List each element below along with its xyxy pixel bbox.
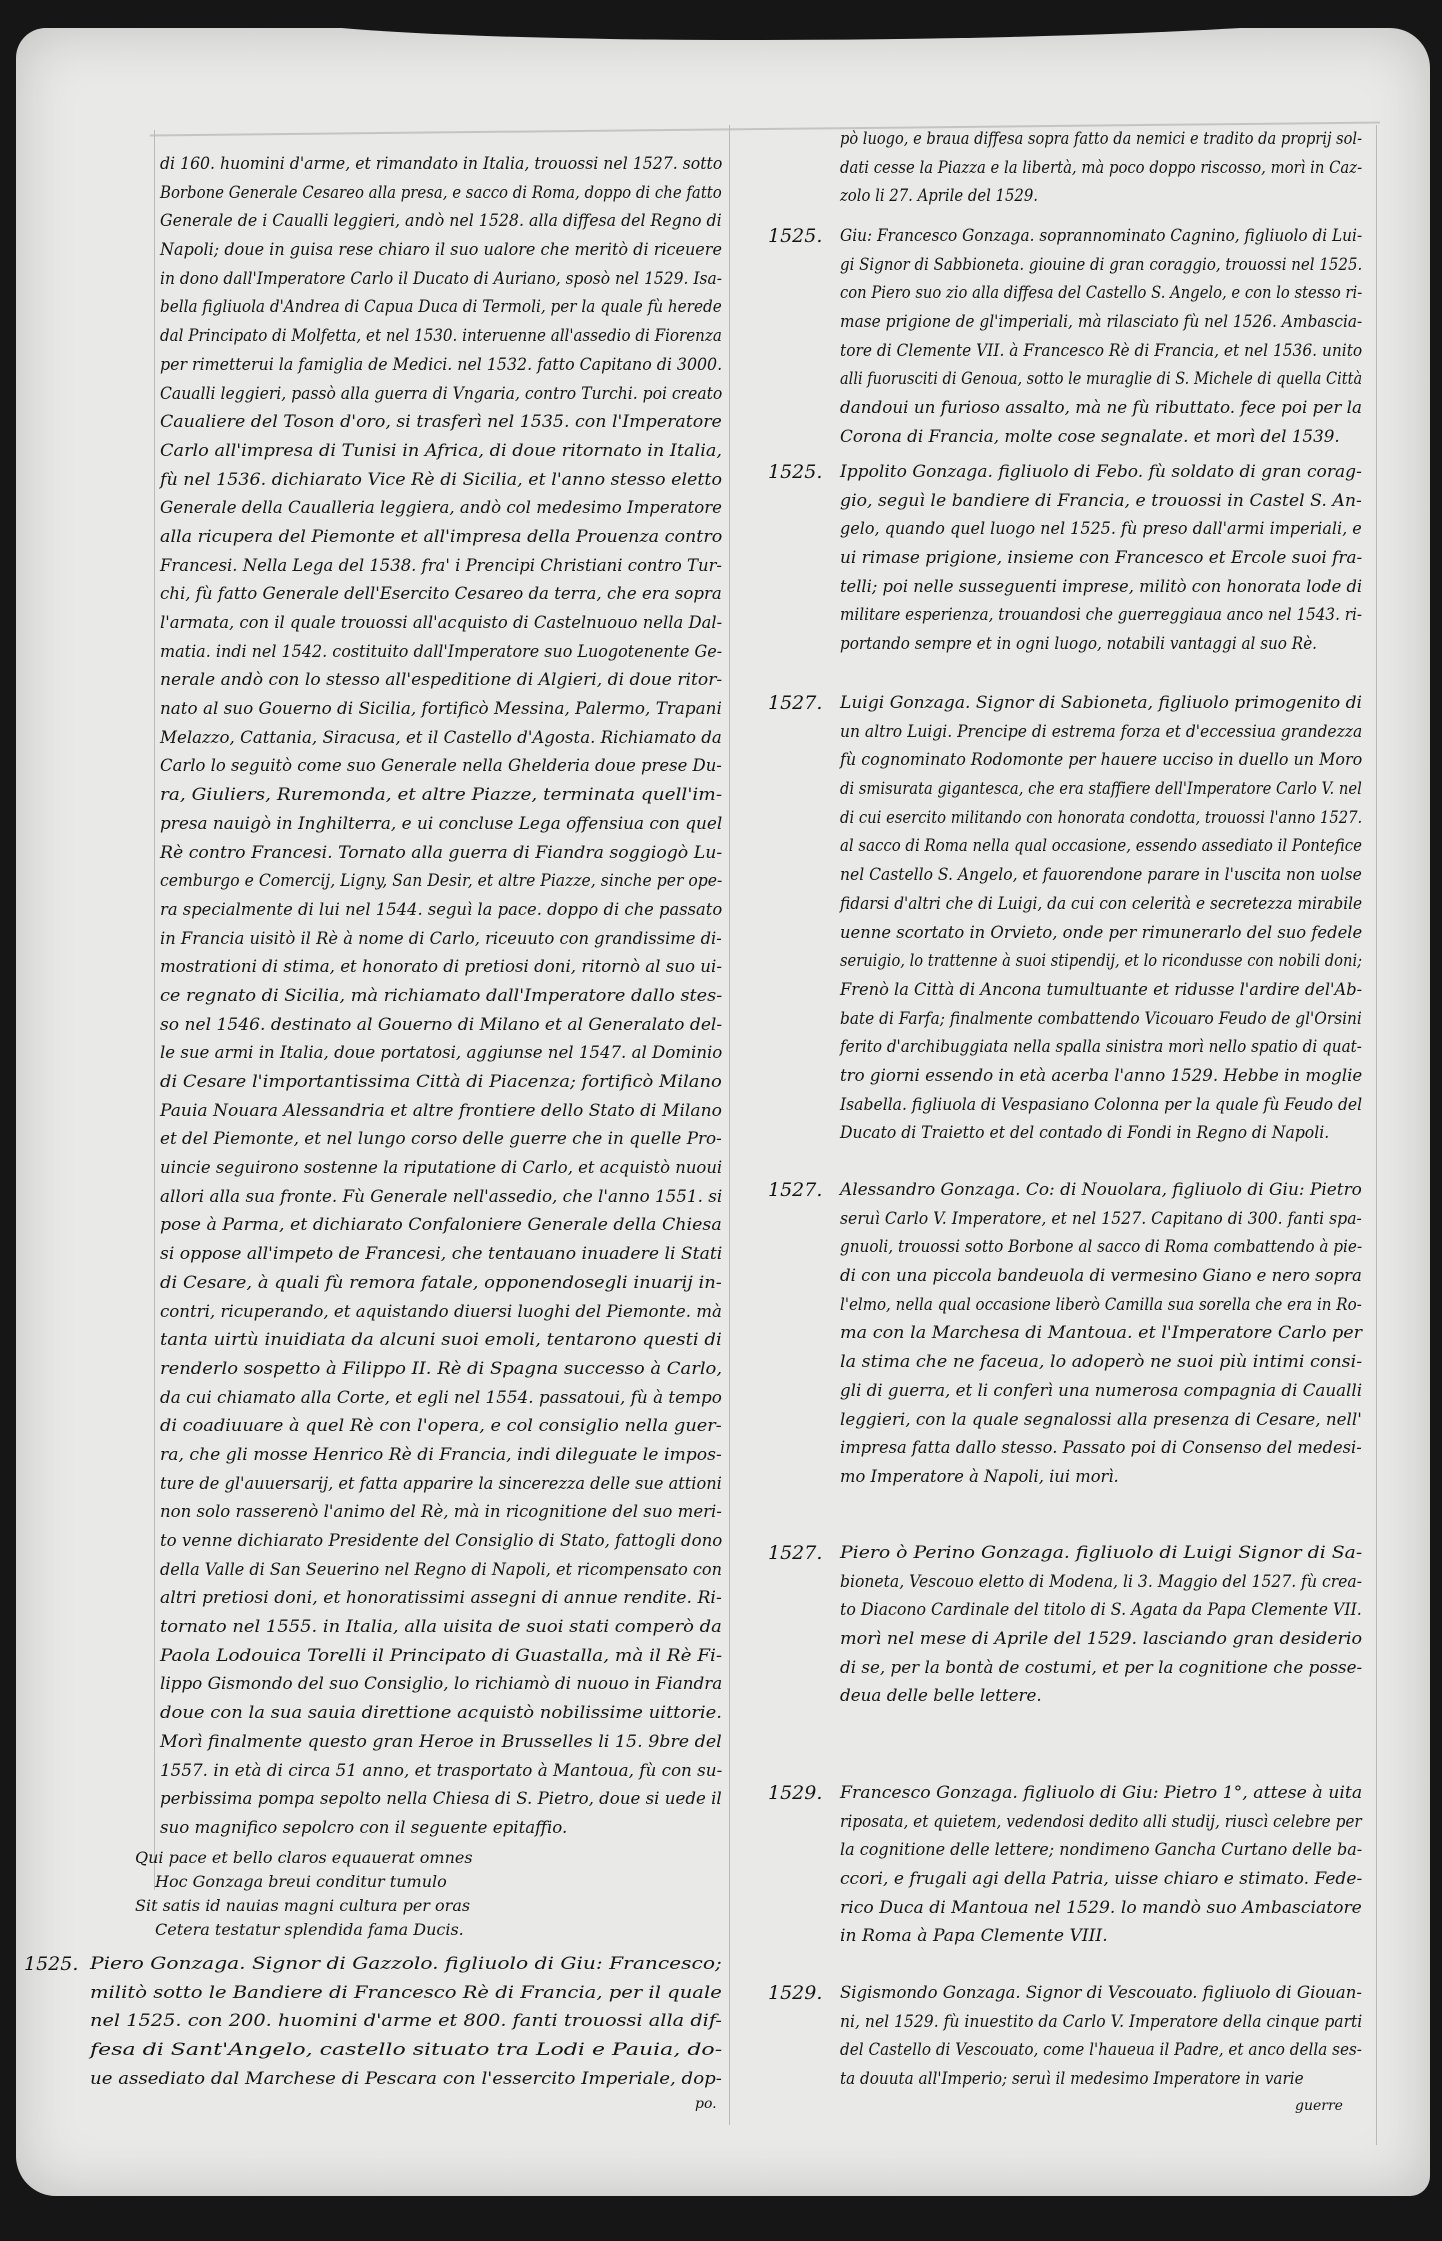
text-line: mostrationi di stima, et honorato di pretiosi doni, ritornò al suo ui- [160,957,722,978]
text-line: Hoc Gonzaga breui conditur tumulo [155,1872,447,1891]
text-line: nel Castello S. Angelo, et fauorendone parare in l'uscita non uolse [840,865,1362,886]
text-line: Sit satis id nauias magni cultura per oras [135,1896,471,1915]
text-line: gio, seguì le bandiere di Francia, e trouossi in Castel S. An- [840,490,1362,511]
text-line: seruigio, lo trattenne à suoi stipendij, et lo ricondusse con nobili doni; [840,951,1363,972]
text-line: fù cognominato Rodomonte per hauere ucciso in duello un Moro [840,750,1363,771]
text-line: gli di guerra, et li conferì una numerosa compagnia di Caualli [840,1380,1363,1401]
entry-year: 1525. [768,461,823,483]
entry-francesco [840,1779,1362,1951]
text-line: bella figliuola d'Andrea di Capua Duca di Termoli, per la quale fù herede [160,297,722,318]
text-line: gi Signor di Sabbioneta. giouine di gran coraggio, trouossi nel 1525. [840,254,1363,275]
text-line: in Francia uisitò il Rè à nome di Carlo, riceuuto con grandissime di- [160,928,722,949]
text-line: la cognitione delle lettere; nondimeno Gancha Curtano delle ba- [840,1840,1363,1861]
text-line: l'elmo, nella qual occasione liberò Camilla sua sorella che era in Ro- [840,1294,1362,1315]
text-line: Paola Lodouica Torelli il Principato di Guastalla, mà il Rè Fi- [160,1645,723,1666]
text-line: dandoui un furioso assalto, mà ne fù ributtato. fece poi per la [840,398,1363,419]
text-line: fesa di Sant'Angelo, castello situato tra Lodi e Pauia, do- [90,2040,723,2061]
text-line: fidarsi d'altri che di Luigi, da cui con celerità e secretezza mirabile [840,893,1363,914]
text-line: le sue armi in Italia, doue portatosi, aggiunse nel 1547. al Dominio [160,1043,723,1064]
text-line: Ducato di Traietto et del contado di Fondi in Regno di Napoli. [840,1123,1330,1144]
text-line: to Diacono Cardinale del titolo di S. Agata da Papa Clemente VII. [840,1600,1362,1621]
text-line: nato al suo Gouerno di Sicilia, fortificò Messina, Palermo, Trapani [160,699,722,720]
text-line: doue con la sua sauia direttione acquistò nobilissime uittorie. [160,1703,722,1724]
text-line: perbissima pompa sepolto nella Chiesa di S. Pietro, doue si uede il [160,1789,722,1810]
text-line: uincie seguirono sostenne la riputatione di Carlo, et acquistò nuoui [160,1158,723,1179]
text-line: della Valle di San Seuerino nel Regno di Napoli, et ricompensato con [160,1559,722,1580]
text-line: bioneta, Vescouo eletto di Modena, li 3. Maggio del 1527. fù crea- [840,1571,1362,1592]
text-line: altri pretiosi doni, et honoratissimi assegni di annue rendite. Ri- [160,1588,722,1609]
catchword: po. [695,2096,717,2112]
epitaph [135,1846,555,1942]
text-line: non solo rasserenò l'animo del Rè, mà in ricognitione del suo meri- [160,1502,722,1523]
text-line: morì nel mese di Aprile del 1529. lasciando gran desiderio [840,1629,1363,1650]
catchword: guerre [1295,2097,1343,2114]
text-line: tornato nel 1555. in Italia, alla uisita de suoi stati comperò da [160,1617,722,1638]
text-line: riposata, et quietem, vedendosi dedito alli studij, riuscì celebre per [840,1811,1362,1832]
entry-year: 1525. [24,1953,79,1975]
text-line: in dono dall'Imperatore Carlo il Ducato di Auriano, sposò nel 1529. Isa- [160,268,722,289]
text-line: Morì finalmente questo gran Heroe in Brusselles li 15. 9bre del [160,1731,722,1752]
text-line: tro giorni essendo in età acerba l'anno 1529. Hebbe in moglie [840,1065,1363,1086]
text-line: l'armata, con il quale trouossi all'acquisto di Castelnuouo nella Dal- [160,613,723,633]
entry-year: 1525. [768,225,823,247]
text-line: la stima che ne faceua, lo adoperò ne suoi più intimi consi- [840,1352,1363,1373]
text-line: ma con la Marchesa di Mantoua. et l'Imperatore Carlo per [840,1323,1363,1344]
entry-piero-perino [840,1539,1362,1711]
text-line: uenne scortato in Orvieto, onde per rimunerarlo del suo fedele [840,922,1363,943]
text-line: Giu: Francesco Gonzaga. soprannominato Cagnino, figliuolo di Lui- [840,226,1363,246]
text-line: cemburgo e Comercij, Ligny, San Desir, et altre Piazze, sinche per ope- [160,871,723,892]
text-line: di cui esercito militando con honorata condotta, trouossi l'anno 1527. [840,807,1363,828]
entry-year: 1529. [768,1782,823,1804]
text-line: ui rimase prigione, insieme con Francesco et Ercole suoi fra- [840,548,1363,569]
text-line: tanta uirtù inuidiata da alcuni suoi emoli, tentarono questi di [160,1330,722,1351]
entry-piero-gonzaga-gazzolo [90,1950,722,2093]
text-line: to venne dichiarato Presidente del Consiglio di Stato, fattogli dono [160,1531,723,1551]
text-line: renderlo sospetto à Filippo II. Rè di Spagna successo à Carlo, [160,1358,723,1379]
text-line: da cui chiamato alla Corte, et egli nel 1554. passatoui, fù à tempo [160,1387,722,1408]
entry-year: 1527. [768,692,823,714]
text-line: tore di Clemente VII. à Francesco Rè di Francia, et nel 1536. unito [840,340,1363,361]
text-line: Ippolito Gonzaga. figliuolo di Febo. fù soldato di gran corag- [840,462,1362,482]
text-line: di Cesare, à quali fù remora fatale, opponendosegli inuarij in- [160,1272,722,1293]
text-line: alli fuorusciti di Genoua, sotto le muraglie di S. Michele di quella Città [840,369,1363,390]
text-line: gnuoli, trouossi sotto Borbone al sacco di Roma combattendo à pie- [840,1237,1363,1258]
text-line: Caualiere del Toson d'oro, si trasferì nel 1535. con l'Imperatore [160,412,722,433]
entry-year: 1527. [768,1179,823,1201]
text-line: di smisurata gigantesca, che era staffiere dell'Imperatore Carlo V. nel [840,779,1362,800]
text-line: Alessandro Gonzaga. Co: di Nouolara, figliuolo di Giu: Pietro [840,1180,1362,1200]
text-line: ni, nel 1529. fù inuestito da Carlo V. Imperatore della cinque parti [840,2011,1363,2032]
text-line: Qui pace et bello claros equauerat omnes [135,1848,473,1867]
text-line: suo magnifico sepolcro con il seguente epitaffio. [160,1817,568,1838]
text-line: bate di Farfa; finalmente combattendo Vicouaro Feudo de gl'Orsini [840,1008,1362,1029]
text-line: matia. indi nel 1542. costituito dall'Imperatore suo Luogotenente Ge- [160,641,723,662]
text-line: leggieri, con la quale segnalossi alla presenza di Cesare, nell' [840,1409,1362,1430]
text-line: Corona di Francia, molte cose segnalate. et morì del 1539. [840,426,1340,447]
text-line: Caualli leggieri, passò alla guerra di Vngaria, contro Turchi. poi creato [160,383,723,404]
text-line: ra specialmente di lui nel 1544. seguì la pace. doppo di che passato [160,899,723,920]
text-line: fù nel 1536. dichiarato Vice Rè di Sicilia, et l'anno stesso eletto [160,469,722,490]
text-line: Francesi. Nella Lega del 1538. fra' i Prencipi Christiani contro Tur- [160,555,722,576]
text-line: di se, per la bontà de costumi, et per la cognitione che posse- [840,1657,1363,1678]
text-line: et del Piemonte, et nel lungo corso delle guerre che in quelle Pro- [160,1129,722,1150]
text-line: ce regnato di Sicilia, mà richiamato dall'Imperatore dallo stes- [160,985,723,1006]
text-line: nel 1525. con 200. huomini d'arme et 800. fanti trouossi alla dif- [90,2011,722,2032]
text-line: pose à Parma, et dichiarato Confaloniere Generale della Chiesa [160,1215,722,1236]
text-line: ccori, e frugali agi della Patria, uisse chiaro e stimato. Fede- [840,1869,1363,1890]
entry-luigi [840,689,1362,1148]
entry-sigismondo [840,1979,1362,2094]
entry-ippolito [840,458,1362,659]
right-continuation [840,125,1362,211]
text-line: Frenò la Città di Ancona tumultuante et ridusse l'ardire del'Ab- [840,979,1363,1000]
text-line: seruì Carlo V. Imperatore, et nel 1527. Capitano di 300. fanti spa- [840,1208,1362,1229]
entry-year: 1527. [768,1542,823,1564]
text-line: dati cesse la Piazza e la libertà, mà poco doppo riscosso, morì in Caz- [840,157,1363,178]
text-line: Piero Gonzaga. Signor di Gazzolo. figliuolo di Giu: Francesco; [90,1954,722,1974]
text-line: alla ricupera del Piemonte et all'impresa della Prouenza contro [160,526,723,547]
text-line: Generale de i Caualli leggieri, andò nel 1528. alla diffesa del Regno di [160,211,722,232]
text-line: deua delle belle lettere. [840,1686,1042,1707]
text-line: Cetera testatur splendida fama Ducis. [155,1920,464,1939]
text-line: in Roma à Papa Clemente VIII. [840,1926,1108,1947]
text-line: di con una piccola bandeuola di vermesino Giano e nero sopra [840,1266,1362,1287]
text-line: lippo Gismondo del suo Consiglio, lo richiamò di nuouo in Fiandra [160,1674,723,1695]
text-line: Generale della Caualleria leggiera, andò col medesimo Imperatore [160,498,722,519]
text-line: Napoli; doue in guisa rese chiaro il suo ualore che meritò di riceuere [160,240,722,261]
entry-alessandro [840,1176,1362,1492]
text-line: 1557. in età di circa 51 anno, et trasportato à Mantoua, fù con su- [160,1760,723,1781]
text-line: con Piero suo zio alla diffesa del Castello S. Angelo, e con lo stesso ri- [840,283,1363,304]
text-line: Luigi Gonzaga. Signor di Sabioneta, figliuolo primogenito di [840,693,1362,713]
text-line: ue assediato dal Marchese di Pescara con l'essercito Imperiale, dop- [90,2068,722,2089]
text-line: militare esperienza, trouandosi che guerreggiaua anco nel 1543. ri- [840,605,1363,626]
text-line: gelo, quando quel luogo nel 1525. fù preso dall'armi imperiali, e [840,519,1362,540]
left-main-paragraph [160,150,722,1843]
right-margin-rule [1376,125,1377,2145]
text-line: di 160. huomini d'arme, et rimandato in Italia, trouossi nel 1527. sotto [160,154,723,174]
text-line: ra, che gli mosse Henrico Rè di Francia, indi dileguate le impos- [160,1444,722,1465]
text-line: impresa fatta dallo stesso. Passato poi di Consenso del medesi- [840,1438,1362,1459]
text-line: Melazzo, Cattania, Siracusa, et il Castello d'Agosta. Richiamato da [160,727,722,748]
text-line: mo Imperatore à Napoli, iui morì. [840,1466,1119,1487]
text-line: un altro Luigi. Prencipe di estrema forza et d'eccessiua grandezza [840,721,1363,742]
text-line: al sacco di Roma nella qual occasione, essendo assediato il Pontefice [840,836,1362,857]
text-line: Isabella. figliuola di Vespasiano Colonna per la quale fù Feudo del [840,1094,1363,1115]
text-line: Piero ò Perino Gonzaga. figliuolo di Luigi Signor di Sa- [840,1543,1363,1563]
text-line: ferito d'archibuggiata nella spalla sinistra morì nello spatio di quat- [840,1037,1362,1058]
text-line: so nel 1546. destinato al Gouerno di Milano et al Generalato del- [160,1014,723,1035]
entry-giu-francesco [840,222,1362,452]
text-line: Francesco Gonzaga. figliuolo di Giu: Pietro 1°, attese à uita [840,1783,1363,1803]
text-line: Sigismondo Gonzaga. Signor di Vescouato. figliuolo di Giouan- [840,1983,1362,2003]
entry-year: 1529. [768,1982,823,2004]
text-line: per rimetterui la famiglia de Medici. nel 1532. fatto Capitano di 3000. [160,354,723,375]
text-line: militò sotto le Bandiere di Francesco Rè di Francia, per il quale [90,1982,722,2003]
text-line: presa nauigò in Inghilterra, e ui concluse Lega offensiua con quel [160,813,723,834]
text-line: contri, ricuperando, et aquistando diuersi luoghi del Piemonte. mà [160,1301,722,1322]
text-line: nerale andò con lo stesso all'espeditione di Algieri, di doue ritor- [160,670,723,691]
text-line: del Castello di Vescouato, come l'haueua il Padre, et anco della ses- [840,2040,1362,2061]
text-line: pò luogo, e braua diffesa sopra fatto da nemici e tradito da proprij sol- [840,129,1363,149]
text-line: rico Duca di Mantoua nel 1529. lo mandò suo Ambasciatore [840,1897,1362,1918]
left-margin-rule [154,130,155,1890]
text-line: di coadiuuare à quel Rè con l'opera, e col consiglio nella guer- [160,1416,722,1437]
text-line: dal Principato di Molfetta, et nel 1530. interuenne all'assedio di Fiorenza [160,326,722,347]
text-line: Carlo all'impresa di Tunisi in Africa, di doue ritornato in Italia, [160,440,723,461]
text-line: ture de gl'auuersarij, et fatta apparire la sincerezza delle sue attioni [160,1473,722,1494]
text-line: allori alla sua fronte. Fù Generale nell'assedio, che l'anno 1551. si [160,1186,723,1207]
text-line: di Cesare l'importantissima Città di Piacenza; fortificò Milano [160,1072,722,1092]
text-line: Carlo lo seguitò come suo Generale nella Ghelderia doue prese Du- [160,756,722,777]
text-line: portando sempre et in ogni luogo, notabili vantaggi al suo Rè. [840,634,1318,655]
text-line: zolo li 27. Aprile del 1529. [840,186,1038,207]
text-line: si oppose all'impeto de Francesi, che tentauano inuadere li Stati [160,1244,723,1265]
text-line: ta douuta all'Imperio; seruì il medesimo Imperatore in varie [840,2069,1304,2090]
text-line: Borbone Generale Cesareo alla presa, e sacco di Roma, doppo di che fatto [160,182,722,203]
text-line: Pauia Nouara Alessandria et altre frontiere dello Stato di Milano [160,1100,722,1121]
text-line: Rè contro Francesi. Tornato alla guerra di Fiandra soggiogò Lu- [160,842,723,863]
text-line: chi, fù fatto Generale dell'Esercito Cesareo da terra, che era sopra [160,584,722,605]
text-line: telli; poi nelle susseguenti imprese, militò con honorata lode di [840,576,1363,597]
text-line: ra, Giuliers, Ruremonda, et altre Piazze, terminata quell'im- [160,785,723,806]
text-line: mase prigione de gl'imperiali, mà rilasciato fù nel 1526. Ambascia- [840,312,1363,333]
